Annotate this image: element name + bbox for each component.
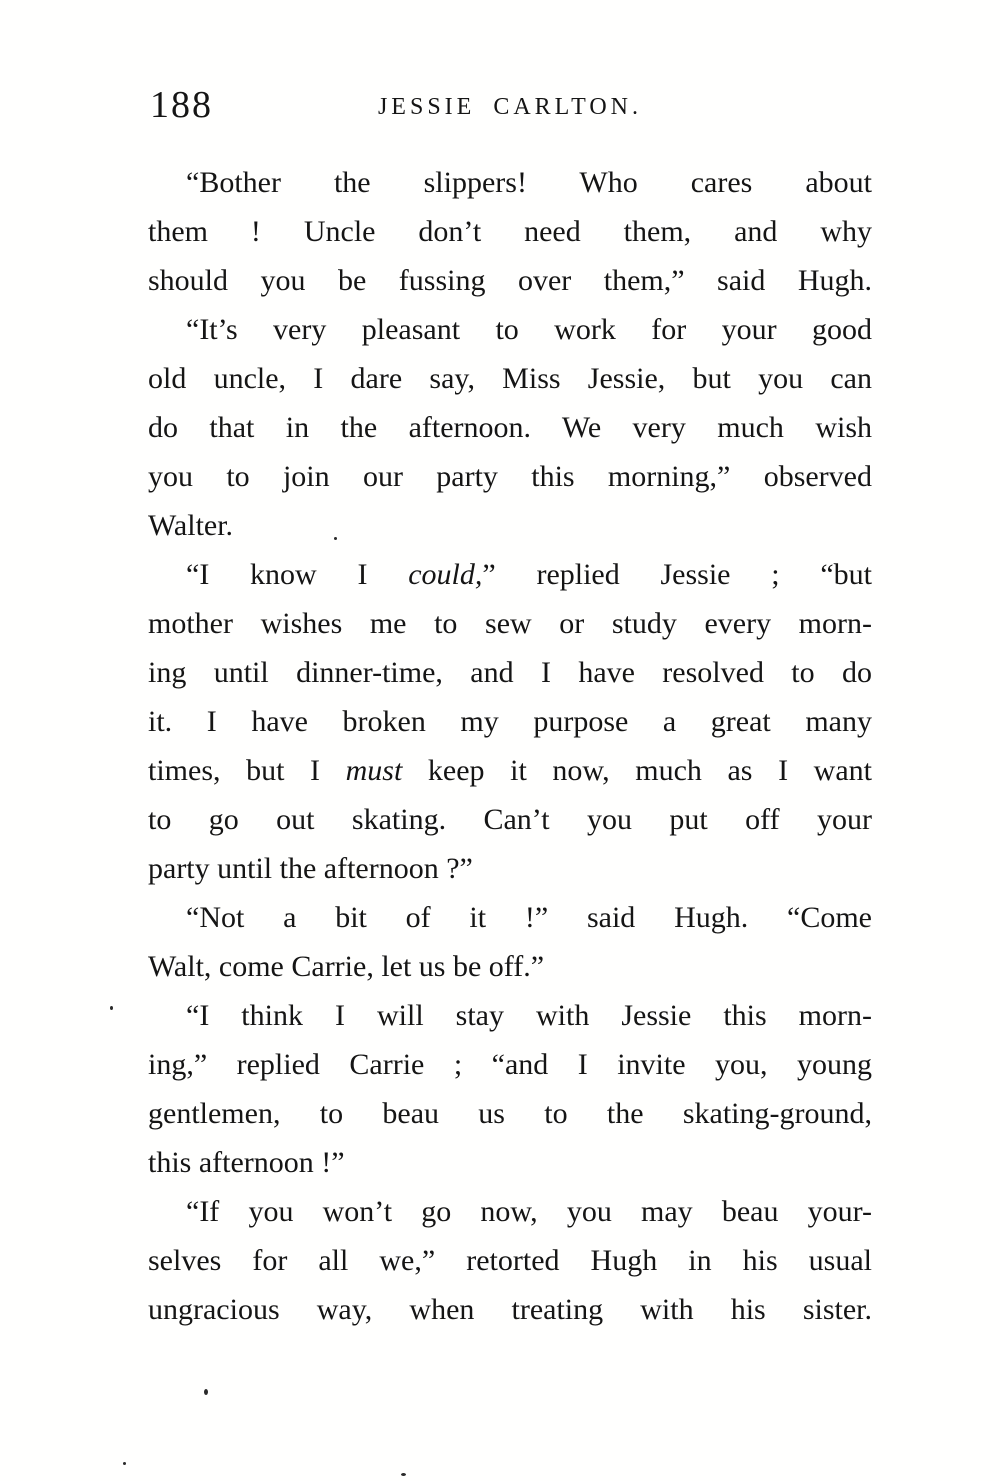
- text-line: [148, 1187, 872, 1236]
- text-line: [148, 1236, 872, 1285]
- italic-text: must: [345, 754, 403, 787]
- body-text: “I think I will stay with Jessie this morn-: [186, 999, 872, 1032]
- text-line: [148, 207, 872, 256]
- body-text: “I know I: [186, 558, 409, 591]
- text-line: [148, 158, 872, 207]
- body-text: ” replied Jessie ; “but: [482, 558, 872, 591]
- body-text: “If you won’t go now, you may beau your-: [186, 1195, 872, 1228]
- body-text: ing until dinner-time, and I have resolved to do: [148, 656, 872, 689]
- text-line: [148, 942, 872, 991]
- text-line: [148, 1089, 872, 1138]
- body-text: Walt, come Carrie, let us be off.”: [148, 950, 545, 983]
- text-line: [148, 501, 872, 550]
- text-line: [148, 795, 872, 844]
- text-line: [148, 1138, 872, 1187]
- body-text: old uncle, I dare say, Miss Jessie, but you can: [148, 362, 872, 395]
- body-text: them ! Uncle don’t need them, and why: [148, 215, 872, 248]
- text-line: [148, 844, 872, 893]
- body-text: this afternoon !”: [148, 1146, 345, 1179]
- body-text: do that in the afternoon. We very much wish: [148, 411, 872, 444]
- text-line: [148, 697, 872, 746]
- text-line: [148, 991, 872, 1040]
- text-line: [148, 550, 872, 599]
- text-body: [148, 158, 872, 1334]
- body-text: Walter.: [148, 509, 234, 542]
- body-text: gentlemen, to beau us to the skating-ground,: [148, 1097, 872, 1130]
- page-header: [148, 86, 872, 130]
- body-text: party until the afternoon ?”: [148, 852, 473, 885]
- paragraph: [148, 305, 872, 550]
- text-line: [148, 599, 872, 648]
- text-line: [148, 893, 872, 942]
- body-text: ungracious way, when treating with his sister.: [148, 1293, 872, 1326]
- paragraph: [148, 550, 872, 893]
- text-line: [148, 746, 872, 795]
- scan-speck: [110, 1006, 113, 1010]
- body-text: it. I have broken my purpose a great many: [148, 705, 872, 738]
- text-line: [148, 1040, 872, 1089]
- body-text: keep it now, much as I want: [402, 754, 872, 787]
- body-text: “Bother the slippers! Who cares about: [186, 166, 872, 199]
- paragraph: [148, 1187, 872, 1334]
- body-text: to go out skating. Can’t you put off your: [148, 803, 872, 836]
- text-line: [148, 256, 872, 305]
- text-line: [148, 354, 872, 403]
- running-head: JESSIE CARLTON.: [377, 94, 643, 120]
- text-line: [148, 403, 872, 452]
- body-text: mother wishes me to sew or study every morn-: [148, 607, 872, 640]
- paragraph: [148, 893, 872, 991]
- page-number: 188: [150, 84, 213, 126]
- italic-text: could,: [408, 558, 483, 591]
- text-line: [148, 648, 872, 697]
- scan-speck: [334, 537, 337, 540]
- body-text: you to join our party this morning,” observed: [148, 460, 872, 493]
- paragraph: [148, 158, 872, 305]
- body-text: ing,” replied Carrie ; “and I invite you, young: [148, 1048, 872, 1081]
- text-line: [148, 452, 872, 501]
- scan-speck: [123, 1462, 126, 1465]
- text-line: [148, 305, 872, 354]
- body-text: times, but I: [148, 754, 346, 787]
- body-text: “It’s very pleasant to work for your good: [186, 313, 872, 346]
- body-text: “Not a bit of it !” said Hugh. “Come: [186, 901, 872, 934]
- scan-speck: [401, 1473, 406, 1476]
- paragraph: [148, 991, 872, 1187]
- scan-speck: [204, 1389, 208, 1395]
- body-text: selves for all we,” retorted Hugh in his usual: [148, 1244, 872, 1277]
- body-text: should you be fussing over them,” said Hugh.: [148, 264, 872, 297]
- text-line: [148, 1285, 872, 1334]
